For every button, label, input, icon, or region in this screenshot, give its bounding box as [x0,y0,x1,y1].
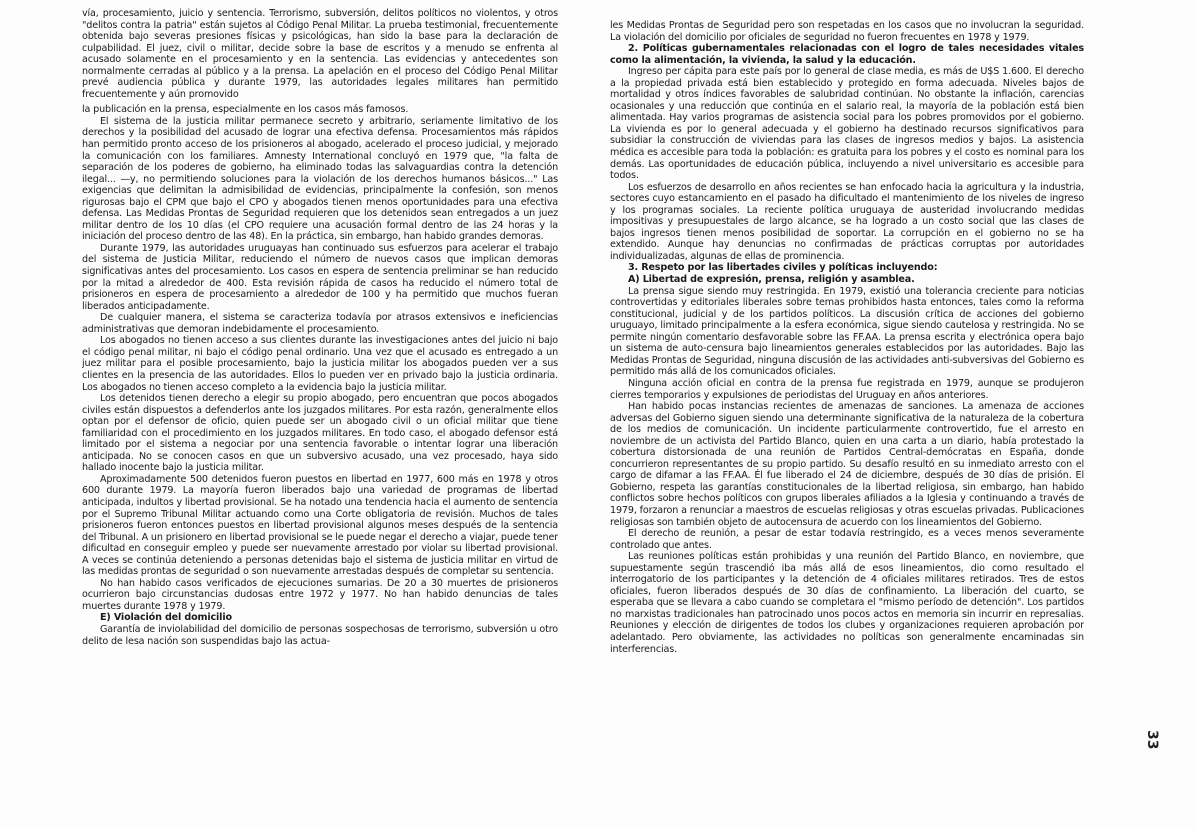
section-heading: E) Violación del domicilio [100,612,232,624]
paragraph: Los abogados no tienen acceso a sus clientes durante las investigaciones antes del juicio ni bajo el código penal militar, ni bajo el código penal ordinario. Una vez que el acusado es entregado a un juez militar para el posible procesamiento, bajo la justicia militar los abogados pueden ver a sus clientes en la presencia de las autoridades. Ellos lo pueden ver en privado bajo la justicia ordinaria. Los abogados no tienen acceso completo a la evidencia bajo la justicia militar. [82,335,558,393]
paragraph: El sistema de la justicia militar permanece secreto y arbitrario, seriamente limitativo de los derechos y la posibilidad del acusado de lograr una efectiva defensa. Procesamientos más rápidos han permitido pronto acceso de los prisioneros al abogado, acelerado el proceso judicial, y mejorado la comunicación con los familiares. Amnesty International concluyó en 1979 que, "la falta de separación de los poderes de gobierno, ha eliminado todas las salvaguardias contra la detención ilegal... —y, no permitiendo soluciones para la violación de los derechos humanos básicos..." Las exigencias que delimitan la admisibilidad de evidencias, principalmente la confesión, son menos rigurosas bajo el CPM que bajo el CPO y abogados tienen menos oportunidades para una efectiva defensa. Las Medidas Prontas de Seguridad requieren que los detenidos sean entregados a un juez militar dentro de los 10 días (el CPO requiere una acusación formal dentro de las 24 horas y la iniciación del proceso dentro de las 48). En la práctica, sin embargo, han habido grandes demoras. [82,115,558,243]
paragraph: Han habido pocas instancias recientes de amenazas de sanciones. La amenaza de acciones adversas del Gobierno siguen siendo una determinante significativa de la naturaleza de la cobertura de los medios de comunicación. Un incidente particularmente controvertido, fue el arresto en noviembre de un activista del Partido Blanco, quien en una carta a un diario, había protestado la cobertura distorsionada de una reunión de Partidos Central-demócratas en España, donde concurrieron representantes de su propio partido. Su desafío resultó en su inmediato arresto con el cargo de difamar a las FF.AA. Él fue liberado el 24 de diciembre, después de 30 días de prisión. El Gobierno, respeta las garantías constitucionales de la libertad religiosa, sin embargo, han habido conflictos sobre hechos políticos con grupos liberales afiliados a la Iglesia y continuando a través de 1979, forzaron a renunciar a maestros de escuelas religiosas y otras escuelas privadas. Publicaciones religiosas son también objeto de autocensura de acuerdo con los lineamientos del Gobierno. [610,401,1084,528]
left-text-column [82,8,558,788]
subsection-heading: A) Libertad de expresión, prensa, religión y asamblea. [628,274,915,286]
paragraph: Durante 1979, las autoridades uruguayas han continuado sus esfuerzos para acelerar el trabajo del sistema de Justicia Militar, reduciendo el número de nuevos casos que implican demoras significativas antes del procesamiento. Los casos en espera de sentencia preliminar se han reducido por la mitad a alrededor de 400. Esta revisión rápida de casos ha reducido el número total de prisioneros en espera de procesamiento a alrededor de 100 y ha permitido que muchos fueran liberados anticipadamente. [82,242,558,312]
paragraph: La prensa sigue siendo muy restringida. En 1979, existió una tolerancia creciente para noticias controvertidas y editoriales liberales sobre temas prohibidos hasta entonces, tales como la reforma constitucional, judicial y de los partidos políticos. La discusión crítica de acciones del gobierno uruguayo, limitado principalmente a la esfera económica, sigue siendo cautelosa y restringida. No se permite ningún comentario desfavorable sobre las FF.AA. La prensa escrita y electrónica opera bajo un sistema de auto-censura bajo lineamientos generales establecidos por las autoridades. Bajo las Medidas Prontas de Seguridad, ninguna discusión de las actividades anti-subversivas del Gobierno es permitido más allá de los comunicados oficiales. [610,285,1084,378]
paragraph: Las reuniones políticas están prohibidas y una reunión del Partido Blanco, en noviembre, que supuestamente según trascendió iba más allá de esos lineamientos, dio como resultado el interrogatorio de los participantes y la detención de 4 oficiales militares retirados. Tres de estos oficiales, fueron liberados después de 30 días de confinamiento. La liberación del cuarto, se esperaba que se llevara a cabo cuando se completara el "mismo período de detención". Los partidos no marxistas tradicionales han patrocinado unos pocos actos en memoria sin incurrir en represalias. Reuniones y elección de dirigentes de todos los clubes y organizaciones requieren aprobación por adelantado. Pero obviamente, las actividades no políticas son generalmente encaminadas sin interferencias. [610,551,1084,655]
section-heading: 3. Respeto por las libertades civiles y políticas incluyendo: [628,262,938,274]
paragraph: Garantía de inviolabilidad del domicilio de personas sospechosas de terrorismo, subversión u otro delito de lesa nación son suspendidas bajo las actua- [82,623,558,647]
paragraph: Los detenidos tienen derecho a elegir su propio abogado, pero encuentran que pocos abogados civiles están dispuestos a defenderlos ante los juzgados militares. Por esta razón, generalmente ellos optan por el defensor de oficio, quien puede ser un abogado civil o un oficial militar que tiene familiaridad con el procedimiento en los juzgados militares. En todo caso, el abogado defensor está limitado por el sistema a negociar por una sentencia favorable o intentar lograr una liberación anticipada. No se conocen casos en que un subversivo acusado, una vez procesado, haya sido hallado inocente bajo la justicia militar. [82,393,558,474]
section-heading: 2. Políticas gubernamentales relacionadas con el logro de tales necesidades vitales como la alimentación, la vivienda, la salud y la educación. [610,43,1084,66]
page-number: 33 [1144,730,1160,750]
paragraph: vía, procesamiento, juicio y sentencia. Terrorismo, subversión, delitos políticos no violentos, y otros "delitos contra la patria" están sujetos al Código Penal Militar. La prueba testimonial, frecuentemente obtenida bajo severas presiones físicas y psicológicas, han sido la base para la declaración de culpabilidad. El juez, civil o militar, decide sobre la base de escritos y a menudo se enfrenta al acusado solamente en el procesamiento y en la sentencia. Las evidencias y antecedentes son normalmente cerradas al público y a la prensa. La apelación en el proceso del Código Penal Militar prevé audiencia pública y durante 1979, las autoridades legales militares han permitido frecuentemente y aún promovido [82,8,558,100]
paragraph: De cualquier manera, el sistema se caracteriza todavía por atrasos extensivos e ineficiencias administrativas que demoran indebidamente el procesamiento. [82,312,558,335]
paragraph: El derecho de reunión, a pesar de estar todavía restringido, es a veces menos severamente controlado que antes. [610,528,1084,551]
paragraph: les Medidas Prontas de Seguridad pero son respetadas en los casos que no involucran la seguridad. La violación del domicilio por oficiales de seguridad no fueron frecuentes en 1978 y 1979. [610,20,1084,43]
paragraph: la publicación en la prensa, especialmente en los casos más famosos. [82,104,409,116]
paragraph: Aproximadamente 500 detenidos fueron puestos en libertad en 1977, 600 más en 1978 y otros 600 durante 1979. La mayoría fueron liberados bajo una variedad de programas de libertad anticipada, indultos y libertad provisional. Se ha notado una tendencia hacia el aumento de sentencia por el Supremo Tribunal Militar actuando como una Corte obligatoria de revisión. Muchos de tales prisioneros fueron entonces puestos en libertad provisional algunos meses después de la sentencia del Tribunal. A un prisionero en libertad provisional se le puede negar el derecho a viajar, puede tener dificultad en conseguir empleo y puede ser nuevamente arrestado por violar su libertad provisional. A veces se continúa deteniendo a personas detenidas bajo el sistema de justicia militar en virtud de las medidas prontas de seguridad o son nuevamente arrestadas después de completar su sentencia. [82,473,558,578]
paragraph: Ingreso per cápita para este país por lo general de clase media, es más de U$S 1.600. El derecho a la propiedad privada está bien establecido y protegido en forma adecuada. Niveles bajos de mortalidad y otros índices favorables de salubridad continúan. No obstante la inflación, carencias ocasionales y una reducción que continúa en el salario real, la mayoría de la población está bien alimentada. Hay varios programas de asistencia social para los pobres promovidos por el gobierno. La vivienda es por lo general adecuada y el gobierno ha destinado recursos significativos para subsidiar la construcción de viviendas para las clases de ingresos medios y bajos. La asistencia médica es accesible para toda la población: es gratuita para los pobres y el costo es nominal para los demás. Las oportunidades de educación pública, incluyendo a nivel universitario es accesible para todos. [610,66,1084,182]
paragraph: Ninguna acción oficial en contra de la prensa fue registrada en 1979, aunque se produjeron cierres temporarios y expulsiones de periodistas del Uruguay en años anteriores. [610,377,1084,401]
paragraph: Los esfuerzos de desarrollo en años recientes se han enfocado hacia la agricultura y la industria, sectores cuyo estancamiento en el pasado ha dificultado el mantenimiento de los niveles de ingreso y los programas sociales. La reciente política uruguaya de austeridad involucrando medidas impositivas y presupuestales de largo alcance, se ha logrado a un costo social que las clases de bajos ingresos tienen menos posibilidad de soportar. La corrupción en el gobierno no se ha extendido. Aunque hay denuncias no confirmadas de prácticas corruptas por autoridades individualizadas, algunas de ellas de prominencia. [610,181,1084,262]
paragraph: No han habido casos verificados de ejecuciones sumarias. De 20 a 30 muertes de prisioneros ocurrieron bajo circunstancias dudosas entre 1972 y 1977. No han habido denuncias de tales muertes durante 1978 y 1979. [82,577,558,612]
right-text-column [610,20,1084,790]
